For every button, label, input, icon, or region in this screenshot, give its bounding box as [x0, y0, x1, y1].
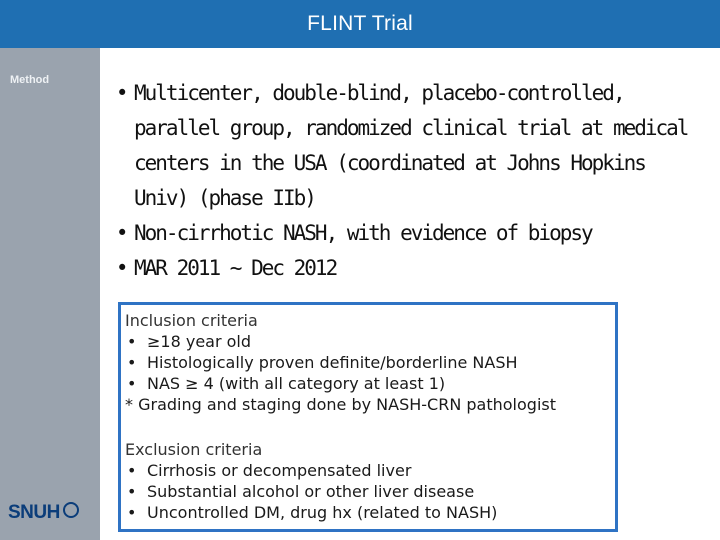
exclusion-section	[125, 439, 617, 523]
slide-title: FLINT Trial	[307, 12, 413, 35]
inclusion-item: • NAS ≥ 4 (with all category at least 1)	[125, 373, 617, 394]
title-bar	[0, 0, 720, 48]
exclusion-list	[125, 460, 617, 523]
criteria-box	[118, 302, 618, 532]
exclusion-item: • Cirrhosis or decompensated liver	[125, 460, 617, 481]
logo-text: SNUH	[8, 502, 60, 523]
method-bullets	[116, 76, 696, 286]
bullet-item: • Multicenter, double-blind, placebo-controlled, parallel group, randomized clinical trial at medical centers in the USA (coordinated at Johns Hopkins Univ) (phase IIb)	[116, 76, 696, 216]
bullet-item: • MAR 2011 ~ Dec 2012	[116, 251, 696, 286]
sidebar	[0, 48, 100, 540]
bullet-item: • Non-cirrhotic NASH, with evidence of biopsy	[116, 216, 696, 251]
inclusion-list	[125, 331, 617, 394]
exclusion-heading: Exclusion criteria	[125, 440, 263, 459]
inclusion-item: • Histologically proven definite/borderline NASH	[125, 352, 617, 373]
snuh-logo	[8, 502, 79, 524]
inclusion-section	[125, 310, 617, 415]
inclusion-item: • ≥18 year old	[125, 331, 617, 352]
inclusion-heading: Inclusion criteria	[125, 311, 258, 330]
logo-mark-icon	[63, 502, 79, 518]
section-label: Method	[10, 74, 50, 86]
grading-note: * Grading and staging done by NASH-CRN pathologist	[125, 395, 556, 414]
exclusion-item: • Substantial alcohol or other liver disease	[125, 481, 617, 502]
exclusion-item: • Uncontrolled DM, drug hx (related to NASH)	[125, 502, 617, 523]
